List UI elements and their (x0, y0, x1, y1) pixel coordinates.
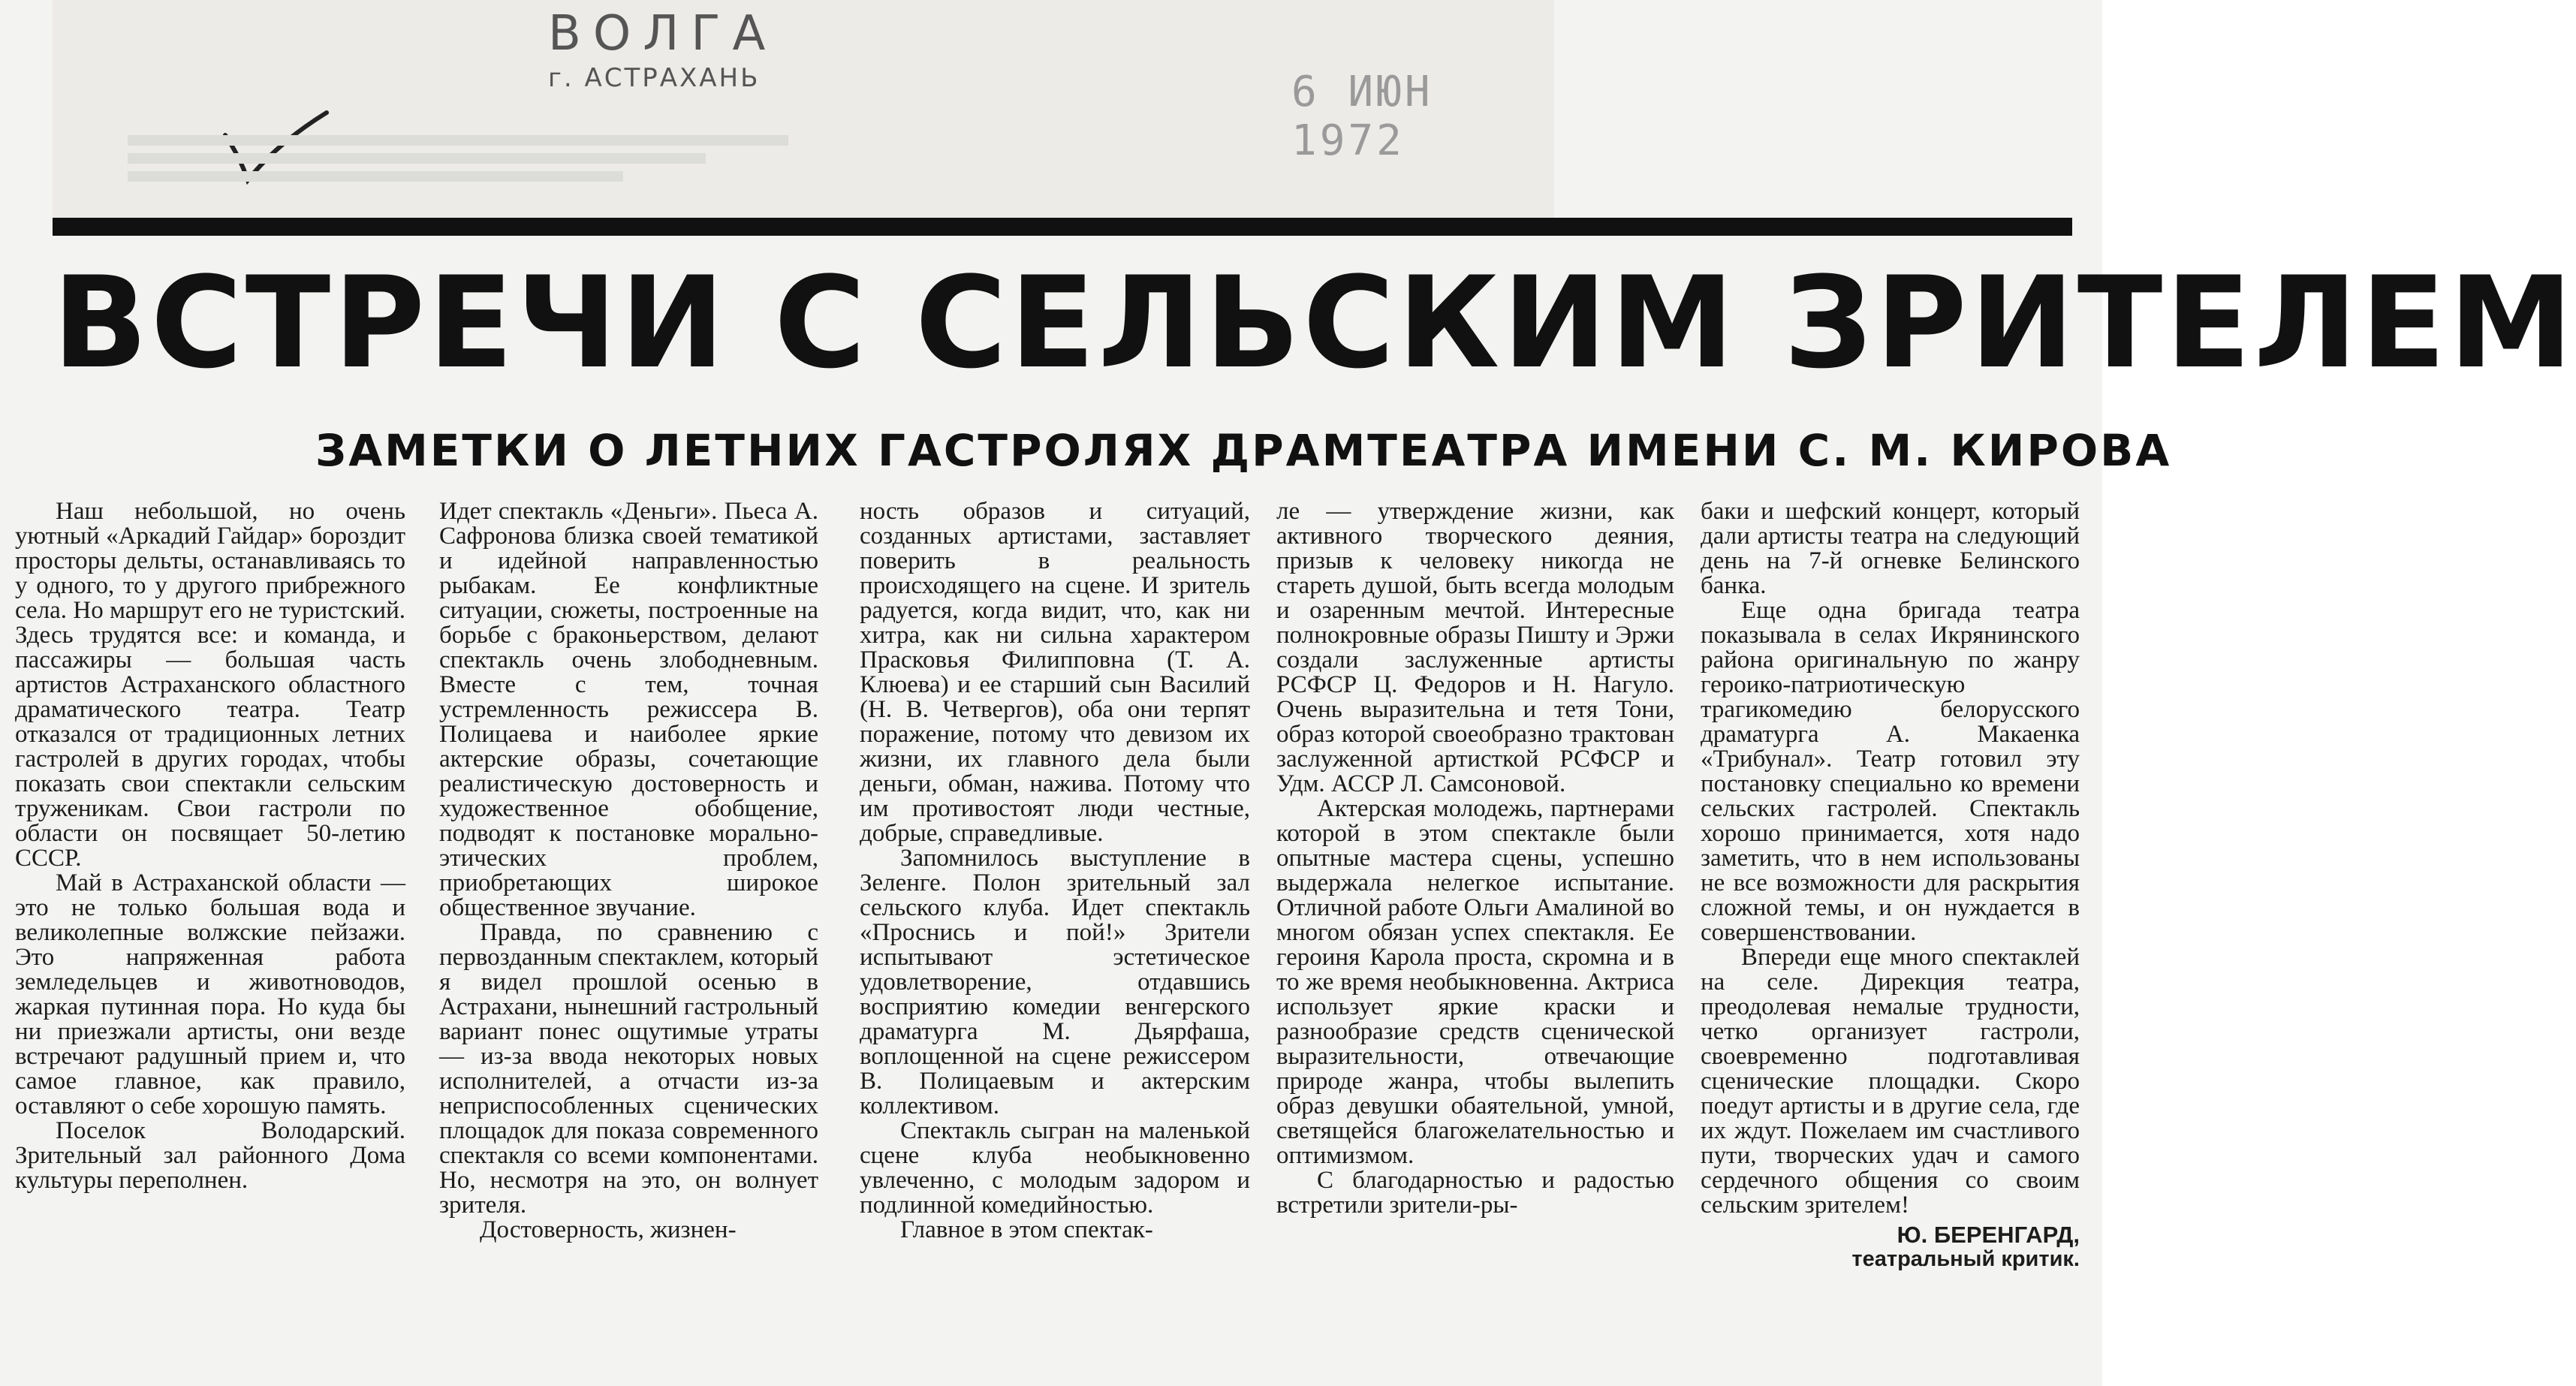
paragraph: Спектакль сыгран на маленькой сцене клуба необыкновенно увлеченно, с молодым задором и подлинной комедийностью. (860, 1117, 1250, 1219)
newspaper-city: г. АСТРАХАНЬ (548, 63, 761, 93)
paragraph: Еще одна бригада театра показывала в селах Икрянинского района оригинальную по жанру героико-патриотическую трагикомедию белорусского драматурга А. Макаенка «Трибунал». Театр готовил эту постановку специально ко времени сельских гастролей. Спектакль хорошо принимается, хотя надо заметить, что в нем использованы не все возможности для раскрытия сложной темы, и он нуждается в совершенствовании. (1701, 597, 2080, 946)
top-rule (53, 218, 2072, 236)
article-column-3 (860, 499, 1250, 1378)
author-role: театральный критик. (1851, 1247, 2080, 1271)
paragraph: Главное в этом спектак- (900, 1216, 1153, 1243)
paragraph: Идет спектакль «Деньги». Пьеса А. Сафронова близка своей тематикой и идейной направленностью рыбакам. Ее конфликтные ситуации, сюжеты, построенные на борьбе с браконьерством, делают спектакль очень злободневным. Вместе с тем, точная устремленность режиссера В. Полицаева и наиболее яркие актерские образы, сочетающие реалистическую достоверность и художественное обобщение, подводят к постановке морально-этических проблем, приобретающих широкое общественное звучание. (439, 498, 818, 921)
paragraph: баки и шефский концерт, который дали артисты театра на следующий день на 7-й огневке Белинского банка. (1701, 498, 2080, 599)
paragraph: ность образов и ситуаций, созданных артистами, заставляет поверить в реальность происходящего на сцене. И зритель радуется, когда видит, что, как ни хитра, как ни сильна характером Прасковья Филипповна (Т. А. Клюева) и ее старший сын Василий (Н. В. Четвергов), оба они терпят поражение, потому что девизом их жизни, их главного дела были деньги, обман, нажива. Потому что им противостоят люди честные, добрые, справедливые. (860, 498, 1250, 847)
article-column-1 (15, 499, 405, 1378)
article-subheadline: ЗАМЕТКИ О ЛЕТНИХ ГАСТРОЛЯХ ДРАМТЕАТРА ИМЕНИ С. М. КИРОВА (315, 425, 2172, 476)
article-headline: ВСТРЕЧИ С СЕЛЬСКИМ ЗРИТЕЛЕМ (53, 249, 2576, 396)
newspaper-name: ВОЛГА (548, 6, 778, 62)
paragraph: Правда, по сравнению с первозданным спектаклем, который я видел прошлой осенью в Астрахани, нынешний гастрольный вариант понес ощутимые утраты — из-за ввода некоторых новых исполнителей, а отчасти из-за неприспособленных сценических площадок для показа современного спектакля со всеми компонентами. Но, несмотря на это, он волнует зрителя. (439, 919, 818, 1219)
masthead-stub (53, 0, 1554, 218)
faint-bleedthrough-text (128, 128, 954, 210)
paragraph: Май в Астраханской области — это не только большая вода и великолепные волжские пейзажи. Это напряженная работа земледельцев и животноводов, жаркая путинная пора. Но куда бы ни приезжали артисты, они везде встречают радушный прием и, что самое главное, как правило, оставляют о себе хорошую память. (15, 869, 405, 1119)
paragraph: Актерская молодежь, партнерами которой в этом спектакле были опытные мастера сцены, успешно выдержала нелегкое испытание. Отличной работе Ольги Амалиной во многом обязан успех спектакля. Ее героиня Карола проста, скромна и в то же время необыкновенна. Актриса использует яркие краски и разнообразие средств сценической выразительности, отвечающие природе жанра, чтобы вылепить образ девушки обаятельной, умной, светящейся благожелательностью и оптимизмом. (1276, 795, 1674, 1169)
article-column-2 (439, 499, 818, 1378)
paragraph: С благодарностью и радостью встретили зрители-ры- (1276, 1167, 1674, 1219)
paragraph: ле — утверждение жизни, как активного творческого деяния, призыв к человеку никогда не стареть душой, быть всегда молодым и озаренным мечтой. Интересные полнокровные образы Пишту и Эржи создали заслуженные артисты РСФСР Ц. Федоров и Н. Нагуло. Очень выразительна и тетя Тони, образ которой своеобразно трактован заслуженной артисткой РСФСР и Удм. АССР Л. Самсоновой. (1276, 498, 1674, 797)
paragraph: Впереди еще много спектаклей на селе. Дирекция театра, преодолевая немалые трудности, четко организует гастроли, своевременно подготавливая сценические площадки. Скоро поедут артисты и в другие села, где их ждут. Пожелаем им счастливого пути, творческих удач и самого сердечного общения со своим сельским зрителем! (1701, 944, 2080, 1219)
author-signature: Ю. БЕРЕНГАРД, (1897, 1222, 2080, 1248)
article-body (15, 498, 2080, 1378)
paragraph: Запомнилось выступление в Зеленге. Полон зрительный зал сельского клуба. Идет спектакль «Проснись и пой!» Зрители испытывают эстетическое удовлетворение, отдавшись восприятию комедии венгерского драматурга М. Дьярфаша, воплощенной на сцене режиссером В. Полицаевым и актерским коллективом. (860, 845, 1250, 1119)
date-stamp: 6 ИЮН 1972 (1291, 68, 1433, 165)
article-column-5 (1701, 499, 2080, 1378)
paragraph: Достоверность, жизнен- (480, 1216, 737, 1243)
paragraph: Поселок Володарский. Зрительный зал районного Дома культуры переполнен. (15, 1117, 405, 1194)
paragraph: Наш небольшой, но очень уютный «Аркадий Гайдар» бороздит просторы дельты, останавливаясь то у одного, то у другого прибрежного села. Но маршрут его не туристский. Здесь трудятся все: и команда, и пассажиры — большая часть артистов Астраханского областного драматического театра. Театр отказался от традиционных летних гастролей в других городах, чтобы показать свои спектакли сельским труженикам. Свои гастроли по области он посвящает 50-летию СССР. (15, 498, 405, 872)
article-column-4 (1276, 499, 1674, 1378)
